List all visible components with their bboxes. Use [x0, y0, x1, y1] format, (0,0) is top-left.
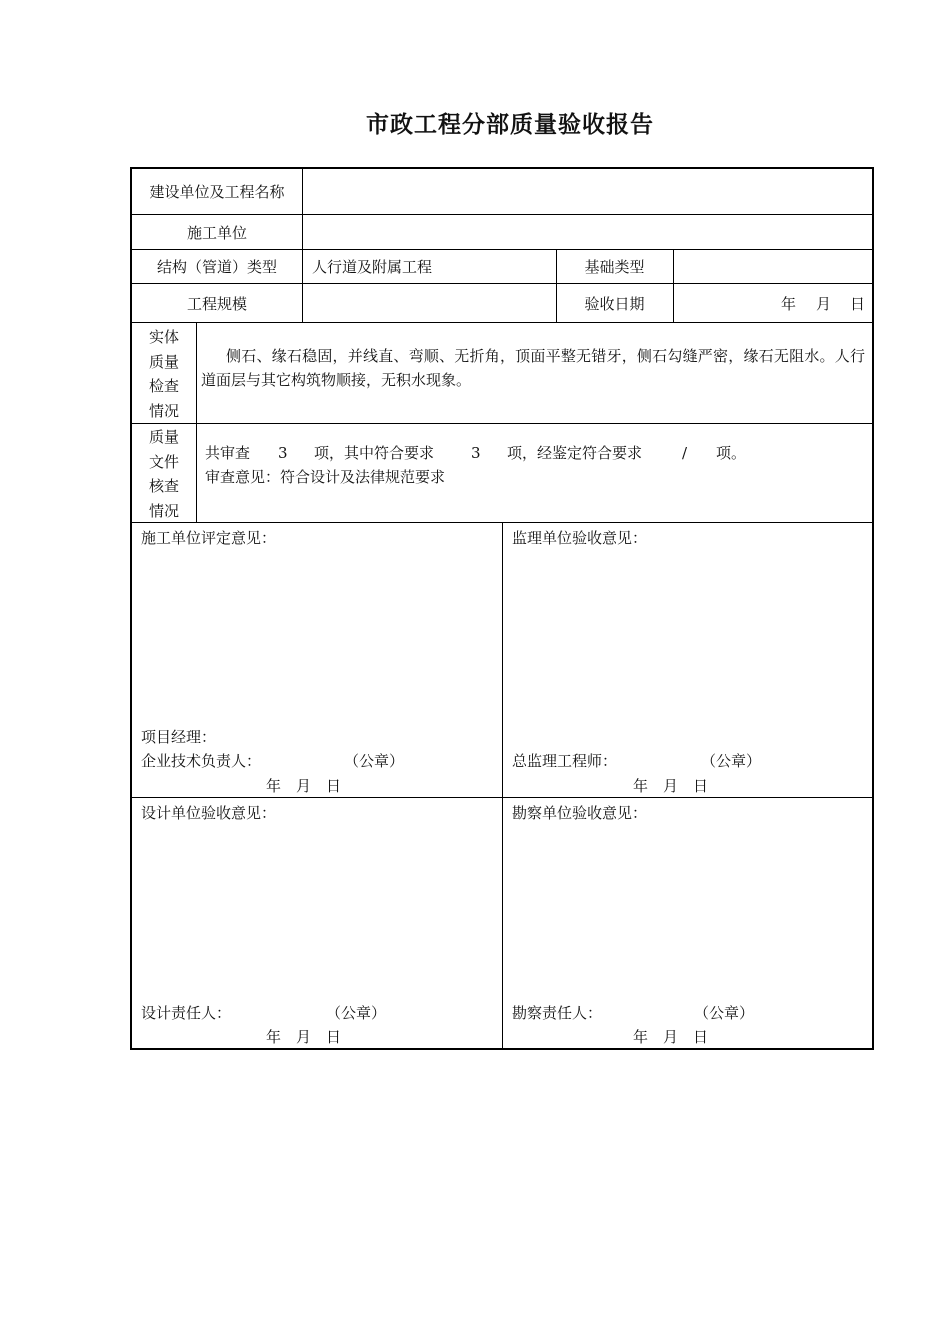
review-text-1: 共审查 — [205, 444, 251, 462]
project-manager-label: 项目经理： — [141, 728, 217, 746]
design-responsible-label: 设计责任人： — [141, 1004, 232, 1022]
row-divider — [132, 423, 872, 424]
supervisor-date-year: 年 — [633, 777, 649, 795]
foundation-type-label: 基础类型 — [584, 258, 645, 276]
review-text-2: 项，其中符合要求 — [314, 444, 435, 462]
supervisor-opinion-heading: 监理单位验收意见： — [512, 529, 648, 547]
survey-seal: （公章） — [694, 1004, 755, 1022]
project-name-label: 建设单位及工程名称 — [149, 183, 285, 201]
label-line: 质量 — [148, 352, 179, 371]
label-line: 文件 — [148, 452, 179, 471]
col-divider — [502, 522, 503, 1048]
label-line: 情况 — [148, 401, 179, 420]
contractor-opinion-heading: 施工单位评定意见： — [141, 529, 277, 547]
acceptance-date-month: 月 — [816, 295, 832, 313]
label-line: 检查 — [148, 377, 179, 395]
structure-type-value: 人行道及附属工程 — [312, 258, 433, 276]
survey-date-month: 月 — [663, 1028, 679, 1046]
survey-opinion-heading: 勘察单位验收意见： — [512, 804, 648, 822]
label-line: 质量 — [148, 428, 179, 446]
review-text-4: 项。 — [716, 444, 747, 462]
design-date-day: 日 — [326, 1028, 342, 1046]
contractor-date-month: 月 — [296, 777, 312, 795]
contractor-date-year: 年 — [266, 777, 282, 795]
supervisor-seal: （公章） — [701, 752, 762, 770]
design-date-year: 年 — [266, 1028, 282, 1046]
survey-date-year: 年 — [633, 1028, 649, 1046]
row-divider — [132, 283, 872, 284]
review-verified-count: / — [682, 444, 688, 462]
acceptance-report-form — [130, 167, 874, 1050]
acceptance-date-label: 验收日期 — [584, 295, 645, 313]
row-divider — [132, 214, 872, 215]
row-divider — [132, 322, 872, 323]
col-divider — [673, 249, 674, 322]
review-total-count: 3 — [278, 444, 288, 462]
structure-type-label: 结构（管道）类型 — [156, 258, 277, 276]
acceptance-date-year: 年 — [781, 295, 797, 313]
acceptance-date-day: 日 — [850, 295, 866, 313]
survey-responsible-label: 勘察责任人： — [512, 1004, 603, 1022]
physical-quality-label — [132, 325, 196, 423]
scale-label: 工程规模 — [186, 295, 247, 313]
chief-supervisor-label: 总监理工程师： — [512, 752, 618, 770]
contractor-seal: （公章） — [344, 752, 405, 770]
document-review-label — [132, 425, 196, 523]
survey-date-day: 日 — [693, 1028, 709, 1046]
design-date-month: 月 — [296, 1028, 312, 1046]
review-compliant-count: 3 — [471, 444, 481, 462]
label-line: 情况 — [148, 501, 179, 520]
page-title: 市政工程分部质量验收报告 — [366, 112, 654, 138]
design-opinion-heading: 设计单位验收意见： — [141, 804, 277, 822]
supervisor-date-month: 月 — [663, 777, 679, 795]
review-opinion: 审查意见：符合设计及法律规范要求 — [205, 468, 446, 486]
contractor-date-day: 日 — [326, 777, 342, 795]
tech-lead-label: 企业技术负责人： — [141, 752, 262, 770]
label-line: 实体 — [148, 328, 179, 346]
contractor-label: 施工单位 — [186, 224, 247, 242]
design-seal: （公章） — [326, 1004, 387, 1022]
col-divider — [302, 169, 303, 322]
review-text-3: 项，经鉴定符合要求 — [507, 444, 643, 462]
label-line: 核查 — [148, 477, 179, 495]
physical-quality-text: 侧石、缘石稳固，并线直、弯顺、无折角，顶面平整无错牙，侧石勾缝严密，缘石无阻水。人行道面层与其它构筑物顺接，无积水现象。 — [201, 347, 865, 389]
col-divider — [196, 322, 197, 522]
supervisor-date-day: 日 — [693, 777, 709, 795]
row-divider — [132, 249, 872, 250]
